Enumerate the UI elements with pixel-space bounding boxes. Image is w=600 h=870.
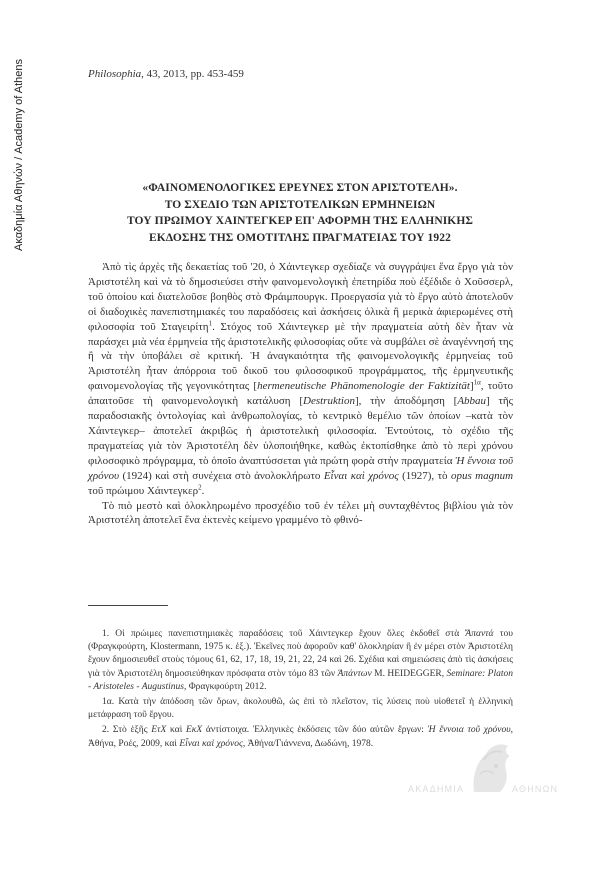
text-run: .: [201, 484, 205, 497]
italic-term: Ἅπαντά: [465, 629, 494, 639]
academy-watermark: [408, 740, 578, 810]
italic-term: ΕτΧ: [151, 725, 167, 736]
text-run: ]: [469, 380, 474, 393]
text-run: M. HEIDEGGER,: [371, 668, 447, 679]
article-title: [80, 180, 520, 246]
italic-title: Seminare: Platon - Aristoteles - Augustinus: [88, 668, 513, 692]
italic-title: Εἶναι καὶ χρόνος: [179, 738, 243, 749]
watermark-right-text: ΑΘΗΝΩΝ: [512, 784, 559, 794]
journal-citation: [88, 68, 244, 80]
watermark-left-text: ΑΚΑΔΗΜΙΑ: [408, 784, 465, 794]
italic-term: hermeneutische Phänomenologie der Faktizität: [257, 380, 470, 393]
italic-title: Ἡ ἔννοια τοῦ χρόνου: [427, 725, 511, 736]
text-run: , τοῦτο ἀπαιτοῦσε τὴ φαινομενολογικὴ κατάλυση [: [88, 380, 513, 408]
italic-term: Ἁπάντων: [337, 668, 372, 679]
text-run: (1924) καὶ στὴ συνέχεια στὸ ἀνολοκλήρωτο: [119, 469, 324, 482]
footnote-divider: [88, 605, 168, 606]
paragraph-2: Τὸ πιὸ μεστὸ καὶ ὁλοκληρωμένο προσχέδιο τοῦ ἐν τέλει μὴ συνταχθέντος βιβλίου γιὰ τὸν Ἀριστοτέλη ἀποτελεῖ ἕνα ἐκτενὲς κείμενο γραμμένο τὸ φθινό-: [88, 499, 513, 527]
text-run: ἀντίστοιχα. Ἑλληνικὲς ἐκδόσεις τῶν δύο αὐτῶν ἔργων:: [202, 725, 428, 736]
athena-head-icon: [466, 740, 518, 802]
footnote-ref-1a: 1α: [473, 378, 481, 387]
text-run: τοῦ πρώιμου Χάιντεγκερ: [88, 484, 199, 497]
footnote-1a: 1α. Κατὰ τὴν ἀπόδοση τῶν ὅρων, ἀκολουθῶ, ὡς ἐπὶ τὸ πλεῖστον, τὶς λύσεις ποὺ υἱοθετεῖ ἡ ἑλληνικὴ μετάφραση τοῦ ἔργου.: [88, 697, 513, 721]
italic-title: Ἡ ἔννοια τοῦ χρόνου: [88, 454, 513, 482]
text-run: , Φραγκφούρτη 2012.: [183, 681, 267, 692]
italic-term: Destruktion: [303, 395, 355, 408]
text-run: καὶ: [166, 725, 186, 736]
archive-side-label: [12, 50, 26, 260]
text-run: , Ἀθήνα/Γιάννενα, Δωδώνη, 1978.: [242, 738, 374, 749]
text-run: 2. Στὸ ἑξῆς: [102, 725, 152, 736]
text-run: , Ἀθήνα, Ροές, 2009, καὶ: [88, 725, 513, 749]
text-run: 1. Οἱ πρώιμες πανεπιστημιακὲς παραδόσεις τοῦ Χάιντεγκερ ἔχουν ὅλες ἐκδοθεῖ στὰ: [102, 629, 466, 639]
italic-term: opus magnum: [450, 469, 514, 482]
title-line: ΤΟ ΣΧΕΔΙΟ ΤΩΝ ΑΡΙΣΤΟΤΕΛΙΚΩΝ ΕΡΜΗΝΕΙΩΝ: [164, 198, 436, 211]
italic-term: ΕκΧ: [186, 725, 203, 736]
journal-volume-pages: , 43, 2013, pp. 453-459: [141, 68, 244, 80]
text-run: (1927), τὸ: [398, 469, 451, 482]
footnote-ref-2: 2: [198, 482, 202, 491]
journal-name: Philosophia: [88, 68, 142, 80]
footnote-1: [88, 628, 513, 694]
text-run: του (Φραγκφούρτη, Klostermann, 1975 κ. ἑξ.). Ἐκεῖνες ποὺ ἀφοροῦν καθ' ὁλοκληρίαν ἢ ἐν μέρει στὸν Ἀριστοτέλη ἔχουν δημοσιευθεῖ στοὺς τόμους 61, 62, 17, 18, 19, 21, 22, 24 καὶ 26. Σχέδια καὶ σημειώσεις ἀπὸ τὶς ἀσκήσεις γιὰ τὸν Ἀριστοτέλη δημοσιεύθηκαν πρόσφατα στὸν τόμο 83 τῶν: [88, 629, 513, 679]
paragraph-1: [88, 260, 513, 499]
footnote-ref-1: 1: [208, 318, 213, 327]
side-label-text: Ακαδημία Αθηνών / Academy of Athens: [13, 58, 25, 252]
italic-title: Εἶναι καὶ χρόνος: [323, 469, 399, 482]
title-line: ΤΟΥ ΠΡΩΙΜΟΥ ΧΑΙΝΤΕΓΚΕΡ ΕΠ' ΑΦΟΡΜΗ ΤΗΣ ΕΛΛΗΝΙΚΗΣ: [126, 215, 474, 227]
text-run: . Στόχος τοῦ Χάιντεγκερ μὲ τὴν πραγματεία αὐτὴ δὲν ἦταν νὰ παράσχει μιὰ νέα ἑρμηνεία τῆς ἀριστοτελικῆς φιλοσοφίας οὔτε νὰ συμβάλει σὲ ἀναγέννησή της ἢ νὰ τὴν ὑποβάλει σὲ κριτική. Ἡ ἀναγκαιότητα τῆς φαινομενολογικῆς ἑρμηνείας τοῦ Ἀριστοτέλη ἦταν ἀπόρροια τοῦ δικοῦ του φιλοσοφικοῦ προγράμματος, τῆς ἑρμηνευτικῆς φαινομενολογίας τῆς γεγονικότητας [: [88, 320, 513, 393]
text-run: Ἀπὸ τὶς ἀρχὲς τῆς δεκαετίας τοῦ '20, ὁ Χάιντεγκερ σχεδίαζε νὰ συγγράψει ἕνα ἔργο γιὰ τὸν Ἀριστοτέλη καὶ νὰ τὸ δημοσιεύσει στὴν φαινομενολογικὴ ἐπετηρίδα ποὺ ἐξέδιδε ὁ Χοῦσσερλ, τοῦ ὁποίου καὶ διατελοῦσε βοηθὸς στὸ Φράιμπουργκ. Προεργασία γιὰ τὸ ἔργο αὐτὸ ἀποτελοῦν οἱ διαδοχικὲς πανεπιστημιακές του παραδόσεις καὶ ἀσκήσεις ὁλικὰ ἢ μερικὰ ἀφιερωμένες στὴ φιλοσοφία τοῦ Σταγειρίτη: [88, 261, 513, 333]
text-run: ] τῆς παραδοσιακῆς ὀντολογίας καὶ ἀνθρωπολογίας, τὸ κεντρικὸ θεμέλιο τῶν ὁποίων –κατὰ τὸν Χάιντεγκερ– ἀποτελεῖ ἀκριβῶς ἡ ἀριστοτελικὴ φιλοσοφία. Ἐντούτοις, τὸ σχέδιο τῆς πραγματείας γιὰ τὸν Ἀριστοτέλη δὲν ὑλοποιήθηκε, καθὼς ἐκτοπίσθηκε ἀπὸ τὸ περὶ χρόνου φιλοσοφικὸ πρόγραμμα, τὸ ὁποῖο ἀναπτύσσεται γιὰ πρώτη φορὰ στὴν πραγματεία: [88, 395, 514, 467]
body-text: [88, 260, 513, 528]
italic-term: Abbau: [457, 395, 487, 408]
footnotes: [88, 628, 513, 753]
title-line: ΕΚΔΟΣΗΣ ΤΗΣ ΟΜΟΤΙΤΛΗΣ ΠΡΑΓΜΑΤΕΙΑΣ ΤΟΥ 1922: [149, 231, 451, 244]
title-line: «ΦΑΙΝΟΜΕΝΟΛΟΓΙΚΕΣ ΕΡΕΥΝΕΣ ΣΤΟΝ ΑΡΙΣΤΟΤΕΛΗ».: [142, 182, 458, 194]
text-run: ], τὴν ἀποδόμηση [: [354, 395, 458, 408]
